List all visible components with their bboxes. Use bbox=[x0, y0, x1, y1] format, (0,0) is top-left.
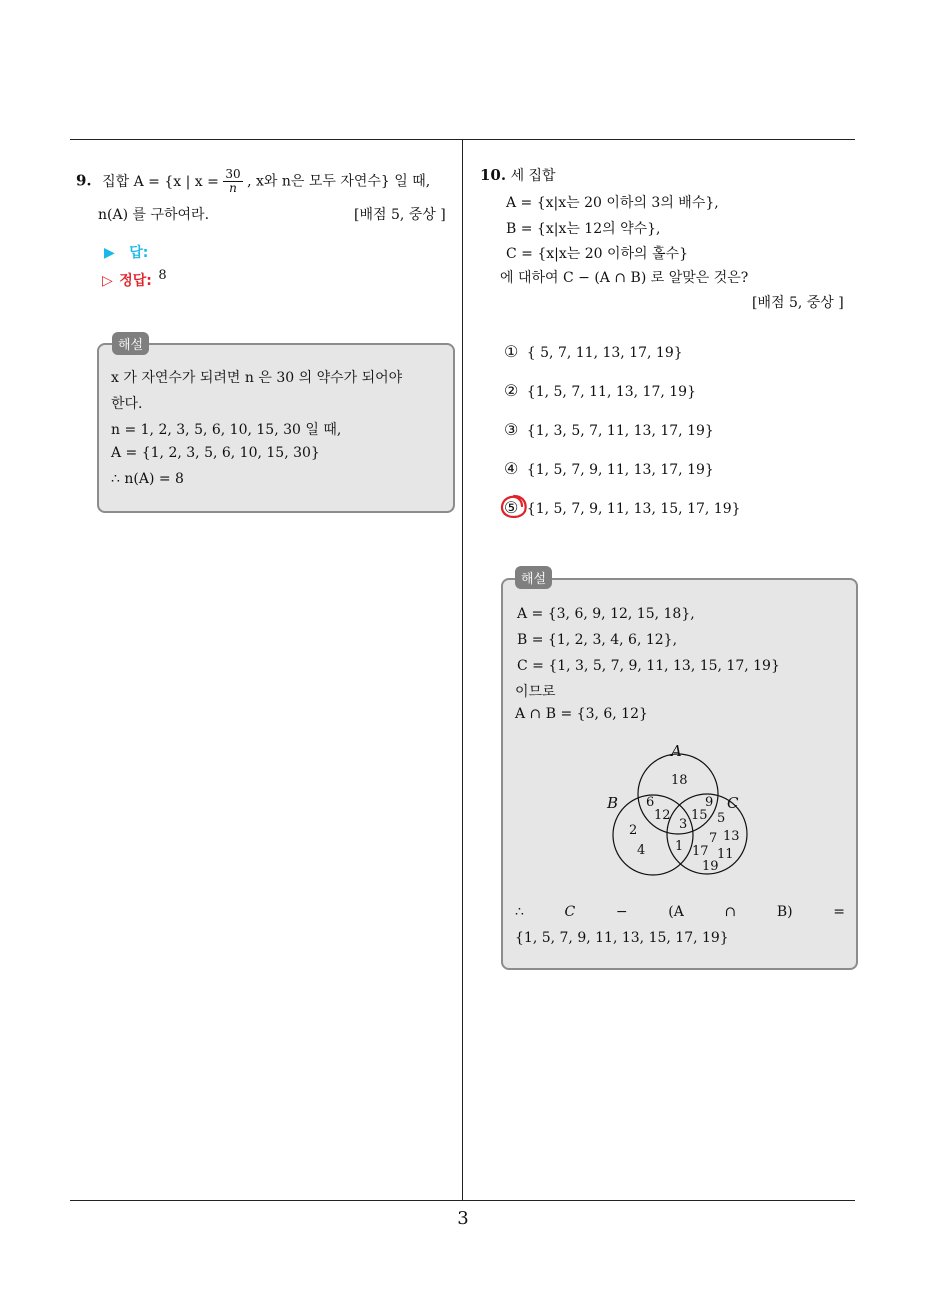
triangle-filled-icon: ▶ bbox=[104, 245, 115, 261]
q9-expl-line: 한다. bbox=[111, 396, 143, 412]
q9-line2: n(A) 를 구하여라. bbox=[98, 207, 210, 223]
venn-value: 7 bbox=[709, 831, 718, 846]
correct-answer-circle-icon bbox=[497, 492, 531, 522]
q9-correct-row bbox=[102, 268, 167, 290]
conclusion-part: (A bbox=[668, 904, 684, 920]
q9-expl-line: n = 1, 2, 3, 5, 6, 10, 15, 30 일 때, bbox=[111, 422, 342, 438]
choice-text: {1, 5, 7, 9, 11, 13, 15, 17, 19} bbox=[526, 501, 741, 517]
conclusion-part: C bbox=[564, 904, 576, 920]
q9-answer-row bbox=[104, 242, 148, 262]
q10-title-row bbox=[480, 165, 556, 185]
venn-value: 4 bbox=[637, 843, 646, 858]
page-number: 3 bbox=[457, 1208, 469, 1229]
conclusion-part: B) bbox=[776, 904, 793, 920]
q9-frac-den: n bbox=[229, 181, 237, 195]
q10-set-b: B = {x|x는 12의 약수}, bbox=[506, 221, 661, 237]
q10-explanation-box bbox=[501, 578, 858, 970]
q9-score: [배점 5, 중상 ] bbox=[354, 207, 446, 223]
venn-value: 5 bbox=[717, 811, 726, 826]
q10-conclusion-value: {1, 5, 7, 9, 11, 13, 15, 17, 19} bbox=[515, 930, 729, 946]
choice-2[interactable] bbox=[504, 381, 696, 400]
choice-text: {1, 5, 7, 9, 11, 13, 17, 19} bbox=[526, 462, 714, 478]
q9-line1-post: , x와 n은 모두 자연수} 일 때, bbox=[247, 173, 431, 190]
conclusion-part: = bbox=[833, 904, 845, 920]
q9-fraction bbox=[223, 168, 242, 195]
q9-explanation-box bbox=[97, 343, 455, 513]
choice-number: ④ bbox=[504, 459, 519, 478]
venn-value: 2 bbox=[629, 823, 638, 838]
q10-explanation-tab: 해설 bbox=[515, 566, 552, 589]
q10-expl-line: A ∩ B = {3, 6, 12} bbox=[515, 706, 648, 722]
q9-expl-line: A = {1, 2, 3, 5, 6, 10, 15, 30} bbox=[111, 445, 320, 461]
choice-1[interactable] bbox=[504, 342, 683, 361]
venn-value: 1 bbox=[675, 839, 684, 854]
q10-set-a: A = {x|x는 20 이하의 3의 배수}, bbox=[506, 195, 719, 211]
conclusion-part: ∩ bbox=[724, 904, 737, 920]
choice-number: ⑤ bbox=[504, 498, 519, 517]
venn-diagram bbox=[603, 742, 783, 892]
q9-expl-line: ∴ n(A) = 8 bbox=[111, 471, 184, 487]
choice-4[interactable] bbox=[504, 459, 714, 478]
q9-answer-label: 답: bbox=[129, 245, 149, 261]
q9-number: 9. bbox=[76, 171, 92, 190]
choice-text: {1, 5, 7, 11, 13, 17, 19} bbox=[526, 384, 696, 400]
venn-value: 3 bbox=[679, 817, 688, 832]
choice-5[interactable] bbox=[504, 498, 741, 517]
venn-label-c: C bbox=[727, 794, 739, 812]
triangle-outline-icon: ▷ bbox=[102, 273, 113, 289]
q9-line1-pre: 집합 A = {x | x = bbox=[102, 173, 219, 190]
q9-line1 bbox=[76, 168, 430, 195]
choice-number: ③ bbox=[504, 420, 519, 439]
venn-value: 19 bbox=[702, 859, 719, 874]
choice-number: ① bbox=[504, 342, 519, 361]
q10-set-c: C = {x|x는 20 이하의 홀수} bbox=[506, 246, 688, 262]
choice-3[interactable] bbox=[504, 420, 714, 439]
q10-title: 세 집합 bbox=[510, 168, 556, 184]
venn-value: 15 bbox=[691, 808, 708, 823]
q10-expl-line: B = {1, 2, 3, 4, 6, 12}, bbox=[517, 632, 678, 648]
venn-value: 12 bbox=[654, 808, 671, 823]
venn-value: 11 bbox=[717, 847, 734, 862]
q9-explanation-tab: 해설 bbox=[112, 332, 149, 355]
q10-expl-line: C = {1, 3, 5, 7, 9, 11, 13, 15, 17, 19} bbox=[517, 658, 780, 674]
venn-label-a: A bbox=[671, 742, 682, 760]
venn-value: 6 bbox=[646, 795, 655, 810]
q10-expl-line: 이므로 bbox=[515, 684, 556, 700]
bottom-rule bbox=[70, 1200, 855, 1201]
choice-text: { 5, 7, 11, 13, 17, 19} bbox=[526, 345, 683, 361]
q10-score: [배점 5, 중상 ] bbox=[752, 295, 844, 311]
conclusion-part: ∴ bbox=[515, 904, 524, 920]
q10-conclusion-row bbox=[515, 904, 845, 920]
venn-value: 13 bbox=[723, 829, 740, 844]
venn-label-b: B bbox=[607, 794, 619, 812]
venn-value: 17 bbox=[692, 844, 709, 859]
q10-expl-line: A = {3, 6, 9, 12, 15, 18}, bbox=[517, 606, 695, 622]
q9-correct-label: 정답: bbox=[119, 273, 152, 289]
q10-number: 10. bbox=[480, 166, 507, 184]
q9-correct-value: 8 bbox=[158, 268, 167, 283]
q9-expl-line: x 가 자연수가 되려면 n 은 30 의 약수가 되어야 bbox=[111, 370, 403, 386]
column-divider bbox=[462, 139, 463, 1201]
conclusion-part: − bbox=[615, 904, 628, 920]
venn-value: 18 bbox=[671, 773, 688, 788]
choice-text: {1, 3, 5, 7, 11, 13, 17, 19} bbox=[526, 423, 714, 439]
q10-question: 에 대하여 C − (A ∩ B) 로 알맞은 것은? bbox=[500, 270, 749, 286]
choice-number: ② bbox=[504, 381, 519, 400]
venn-value: 9 bbox=[705, 795, 714, 810]
q9-frac-num: 30 bbox=[225, 167, 241, 181]
